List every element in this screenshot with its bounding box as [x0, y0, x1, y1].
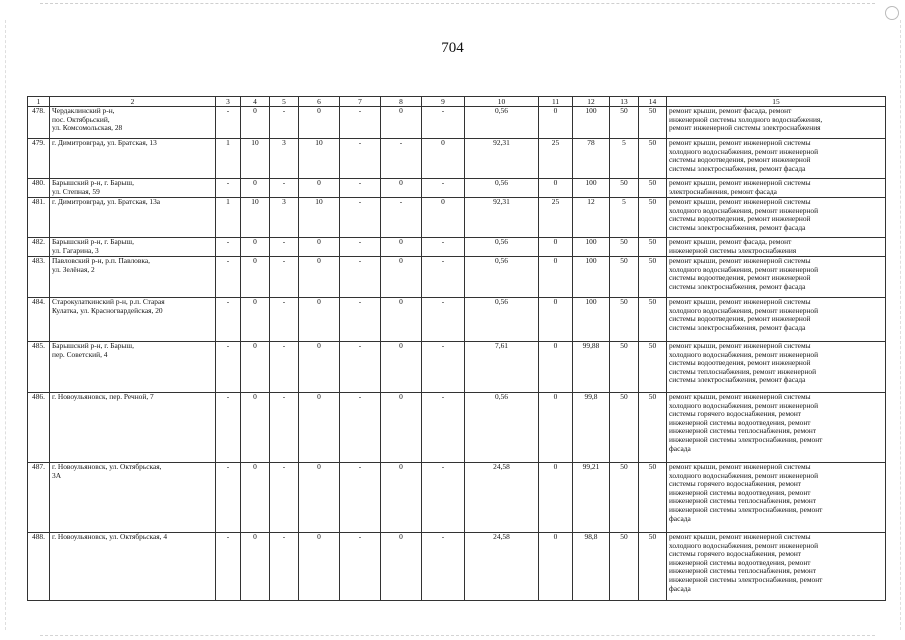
value-cell: - — [340, 198, 381, 238]
table-header — [28, 97, 886, 107]
value-cell: 5 — [610, 139, 639, 179]
column-header-14: 14 — [639, 97, 667, 107]
table-body — [28, 107, 886, 601]
value-cell: 0 — [299, 179, 340, 198]
value-cell: 50 — [639, 107, 667, 139]
value-cell: 50 — [639, 238, 667, 257]
row-number: 487. — [28, 463, 50, 533]
value-cell: 0 — [299, 238, 340, 257]
address-cell: г. Димитровград, ул. Братская, 13 — [50, 139, 216, 179]
value-cell: 0 — [381, 107, 422, 139]
value-cell: 25 — [539, 139, 573, 179]
value-cell: - — [270, 533, 299, 601]
value-cell: 0 — [539, 463, 573, 533]
value-cell: 0 — [539, 298, 573, 342]
column-header-8: 8 — [381, 97, 422, 107]
value-cell: 0 — [299, 393, 340, 463]
value-cell: 50 — [610, 257, 639, 298]
column-header-13: 13 — [610, 97, 639, 107]
address-cell: г. Новоульяновск, ул. Октябрьская, 3А — [50, 463, 216, 533]
works-cell: ремонт крыши, ремонт инженерной системы холодного водоснабжения, ремонт инженерной системы водоотведения, ремонт инженерной системы электроснабжения, ремонт фасада — [667, 257, 886, 298]
value-cell: 99,21 — [573, 463, 610, 533]
column-header-5: 5 — [270, 97, 299, 107]
value-cell: 0 — [381, 393, 422, 463]
value-cell: - — [422, 463, 465, 533]
row-number: 479. — [28, 139, 50, 179]
value-cell: 0 — [299, 298, 340, 342]
value-cell: - — [270, 342, 299, 393]
value-cell: 50 — [610, 107, 639, 139]
header-row — [28, 97, 886, 107]
address-cell: Павловский р-н, р.п. Павловка, ул. Зелёная, 2 — [50, 257, 216, 298]
value-cell: - — [270, 463, 299, 533]
value-cell: - — [270, 393, 299, 463]
value-cell: - — [422, 179, 465, 198]
value-cell: - — [216, 179, 241, 198]
table-row — [28, 238, 886, 257]
value-cell: 0,56 — [465, 393, 539, 463]
column-header-4: 4 — [241, 97, 270, 107]
row-number: 478. — [28, 107, 50, 139]
value-cell: - — [340, 463, 381, 533]
value-cell: 92,31 — [465, 139, 539, 179]
value-cell: 0,56 — [465, 238, 539, 257]
value-cell: - — [422, 393, 465, 463]
value-cell: 50 — [639, 533, 667, 601]
value-cell: - — [216, 298, 241, 342]
value-cell: 0 — [299, 342, 340, 393]
value-cell: 0,56 — [465, 298, 539, 342]
value-cell: - — [216, 533, 241, 601]
value-cell: 100 — [573, 298, 610, 342]
value-cell: 50 — [610, 342, 639, 393]
table-row — [28, 179, 886, 198]
value-cell: - — [216, 342, 241, 393]
scan-edge-bottom — [40, 635, 875, 636]
value-cell: - — [270, 107, 299, 139]
value-cell: 92,31 — [465, 198, 539, 238]
value-cell: 100 — [573, 238, 610, 257]
value-cell: 0 — [299, 107, 340, 139]
value-cell: - — [270, 238, 299, 257]
table-row — [28, 533, 886, 601]
value-cell: 0 — [539, 238, 573, 257]
value-cell: - — [422, 533, 465, 601]
repair-table — [27, 96, 886, 601]
value-cell: 0 — [539, 393, 573, 463]
value-cell: 10 — [241, 139, 270, 179]
table-row — [28, 298, 886, 342]
column-header-9: 9 — [422, 97, 465, 107]
value-cell: - — [422, 257, 465, 298]
value-cell: 7,61 — [465, 342, 539, 393]
value-cell: 99,88 — [573, 342, 610, 393]
value-cell: - — [340, 238, 381, 257]
value-cell: 0 — [381, 342, 422, 393]
table-row — [28, 463, 886, 533]
value-cell: 99,8 — [573, 393, 610, 463]
column-header-3: 3 — [216, 97, 241, 107]
value-cell: 100 — [573, 179, 610, 198]
value-cell: - — [340, 107, 381, 139]
value-cell: - — [381, 198, 422, 238]
value-cell: - — [216, 238, 241, 257]
value-cell: 0,56 — [465, 257, 539, 298]
address-cell: г. Новоульяновск, ул. Октябрьская, 4 — [50, 533, 216, 601]
value-cell: 0 — [241, 463, 270, 533]
row-number: 485. — [28, 342, 50, 393]
value-cell: - — [216, 393, 241, 463]
value-cell: 0 — [539, 342, 573, 393]
value-cell: 0 — [422, 139, 465, 179]
value-cell: - — [340, 179, 381, 198]
value-cell: 0 — [299, 257, 340, 298]
address-cell: Барышский р-н, г. Барыш, ул. Степная, 59 — [50, 179, 216, 198]
value-cell: - — [340, 139, 381, 179]
value-cell: 50 — [639, 198, 667, 238]
value-cell: 50 — [639, 342, 667, 393]
column-header-7: 7 — [340, 97, 381, 107]
value-cell: 24,58 — [465, 533, 539, 601]
works-cell: ремонт крыши, ремонт инженерной системы холодного водоснабжения, ремонт инженерной системы горячего водоснабжения, ремонт инженерной системы водоотведения, ремонт инженерной системы теплоснабжения, ремонт инженерной системы электроснабжения, ремонт фасада — [667, 533, 886, 601]
value-cell: 0 — [241, 179, 270, 198]
value-cell: 50 — [610, 463, 639, 533]
value-cell: 50 — [610, 533, 639, 601]
value-cell: 50 — [639, 393, 667, 463]
value-cell: 25 — [539, 198, 573, 238]
column-header-15: 15 — [667, 97, 886, 107]
value-cell: 10 — [299, 139, 340, 179]
value-cell: 78 — [573, 139, 610, 179]
address-cell: Старокулаткинский р-н, р.п. Старая Кулатка, ул. Красногвардейская, 20 — [50, 298, 216, 342]
table-row — [28, 342, 886, 393]
value-cell: 1 — [216, 139, 241, 179]
value-cell: 0 — [381, 463, 422, 533]
value-cell: 98,8 — [573, 533, 610, 601]
value-cell: - — [381, 139, 422, 179]
table-row — [28, 107, 886, 139]
value-cell: 50 — [639, 139, 667, 179]
value-cell: - — [270, 298, 299, 342]
value-cell: - — [270, 257, 299, 298]
value-cell: - — [422, 238, 465, 257]
table-row — [28, 393, 886, 463]
value-cell: 100 — [573, 257, 610, 298]
value-cell: 0 — [241, 107, 270, 139]
scan-edge-right — [900, 20, 901, 630]
column-header-1: 1 — [28, 97, 50, 107]
works-cell: ремонт крыши, ремонт фасада, ремонт инженерной системы электроснабжения — [667, 238, 886, 257]
value-cell: 12 — [573, 198, 610, 238]
row-number: 481. — [28, 198, 50, 238]
value-cell: - — [216, 463, 241, 533]
value-cell: 0 — [381, 257, 422, 298]
value-cell: 0 — [422, 198, 465, 238]
works-cell: ремонт крыши, ремонт инженерной системы холодного водоснабжения, ремонт инженерной системы горячего водоснабжения, ремонт инженерной системы водоотведения, ремонт инженерной системы теплоснабжения, ремонт инженерной системы электроснабжения, ремонт фасада — [667, 463, 886, 533]
value-cell: 0 — [381, 179, 422, 198]
scan-edge-top — [40, 3, 875, 4]
value-cell: 0 — [539, 107, 573, 139]
works-cell: ремонт крыши, ремонт инженерной системы холодного водоснабжения, ремонт инженерной системы горячего водоснабжения, ремонт инженерной системы водоотведения, ремонт инженерной системы теплоснабжения, ремонт инженерной системы электроснабжения, ремонт фасада — [667, 393, 886, 463]
column-header-11: 11 — [539, 97, 573, 107]
value-cell: 0 — [381, 238, 422, 257]
table-row — [28, 198, 886, 238]
address-cell: Барышский р-н, г. Барыш, пер. Советский, 4 — [50, 342, 216, 393]
page-number: 704 — [441, 40, 464, 56]
works-cell: ремонт крыши, ремонт инженерной системы холодного водоснабжения, ремонт инженерной системы водоотведения, ремонт инженерной системы теплоснабжения, ремонт инженерной системы электроснабжения, ремонт фасада — [667, 342, 886, 393]
value-cell: 0 — [241, 393, 270, 463]
row-number: 482. — [28, 238, 50, 257]
value-cell: 0 — [539, 257, 573, 298]
value-cell: - — [422, 342, 465, 393]
row-number: 486. — [28, 393, 50, 463]
value-cell: 0 — [241, 257, 270, 298]
scan-edge-left — [5, 20, 6, 630]
value-cell: 5 — [610, 198, 639, 238]
value-cell: 50 — [610, 393, 639, 463]
value-cell: 0 — [299, 533, 340, 601]
value-cell: 0 — [241, 238, 270, 257]
value-cell: 0 — [299, 463, 340, 533]
value-cell: 0 — [241, 342, 270, 393]
works-cell: ремонт крыши, ремонт фасада, ремонт инженерной системы холодного водоснабжения, ремонт инженерной системы электроснабжения — [667, 107, 886, 139]
value-cell: - — [340, 298, 381, 342]
column-header-2: 2 — [50, 97, 216, 107]
value-cell: 0 — [539, 533, 573, 601]
address-cell: Барышский р-н, г. Барыш, ул. Гагарина, 3 — [50, 238, 216, 257]
address-cell: Чердаклинский р-н, пос. Октябрьский, ул. Комсомольская, 28 — [50, 107, 216, 139]
column-header-10: 10 — [465, 97, 539, 107]
value-cell: - — [422, 298, 465, 342]
value-cell: 100 — [573, 107, 610, 139]
value-cell: 50 — [639, 463, 667, 533]
column-header-6: 6 — [299, 97, 340, 107]
scan-mark — [885, 6, 899, 20]
value-cell: 50 — [639, 257, 667, 298]
value-cell: 0 — [241, 298, 270, 342]
row-number: 480. — [28, 179, 50, 198]
value-cell: 0,56 — [465, 179, 539, 198]
value-cell: 3 — [270, 139, 299, 179]
address-cell: г. Новоульяновск, пер. Речной, 7 — [50, 393, 216, 463]
value-cell: 0 — [539, 179, 573, 198]
column-header-12: 12 — [573, 97, 610, 107]
works-cell: ремонт крыши, ремонт инженерной системы холодного водоснабжения, ремонт инженерной системы водоотведения, ремонт инженерной системы электроснабжения, ремонт фасада — [667, 139, 886, 179]
value-cell: - — [216, 107, 241, 139]
value-cell: 50 — [610, 298, 639, 342]
value-cell: - — [216, 257, 241, 298]
value-cell: 0,56 — [465, 107, 539, 139]
table-row — [28, 257, 886, 298]
value-cell: - — [340, 342, 381, 393]
works-cell: ремонт крыши, ремонт инженерной системы электроснабжения, ремонт фасада — [667, 179, 886, 198]
value-cell: 0 — [381, 533, 422, 601]
row-number: 484. — [28, 298, 50, 342]
value-cell: 50 — [610, 238, 639, 257]
value-cell: 1 — [216, 198, 241, 238]
value-cell: 50 — [639, 298, 667, 342]
works-cell: ремонт крыши, ремонт инженерной системы холодного водоснабжения, ремонт инженерной системы водоотведения, ремонт инженерной системы электроснабжения, ремонт фасада — [667, 198, 886, 238]
value-cell: - — [422, 107, 465, 139]
value-cell: 0 — [241, 533, 270, 601]
value-cell: 50 — [610, 179, 639, 198]
value-cell: - — [340, 257, 381, 298]
address-cell: г. Димитровград, ул. Братская, 13а — [50, 198, 216, 238]
value-cell: 10 — [299, 198, 340, 238]
value-cell: - — [340, 393, 381, 463]
row-number: 483. — [28, 257, 50, 298]
value-cell: 24,58 — [465, 463, 539, 533]
row-number: 488. — [28, 533, 50, 601]
value-cell: 0 — [381, 298, 422, 342]
value-cell: - — [270, 179, 299, 198]
value-cell: 3 — [270, 198, 299, 238]
value-cell: - — [340, 533, 381, 601]
value-cell: 10 — [241, 198, 270, 238]
works-cell: ремонт крыши, ремонт инженерной системы холодного водоснабжения, ремонт инженерной системы водоотведения, ремонт инженерной системы электроснабжения, ремонт фасада — [667, 298, 886, 342]
value-cell: 50 — [639, 179, 667, 198]
table-row — [28, 139, 886, 179]
